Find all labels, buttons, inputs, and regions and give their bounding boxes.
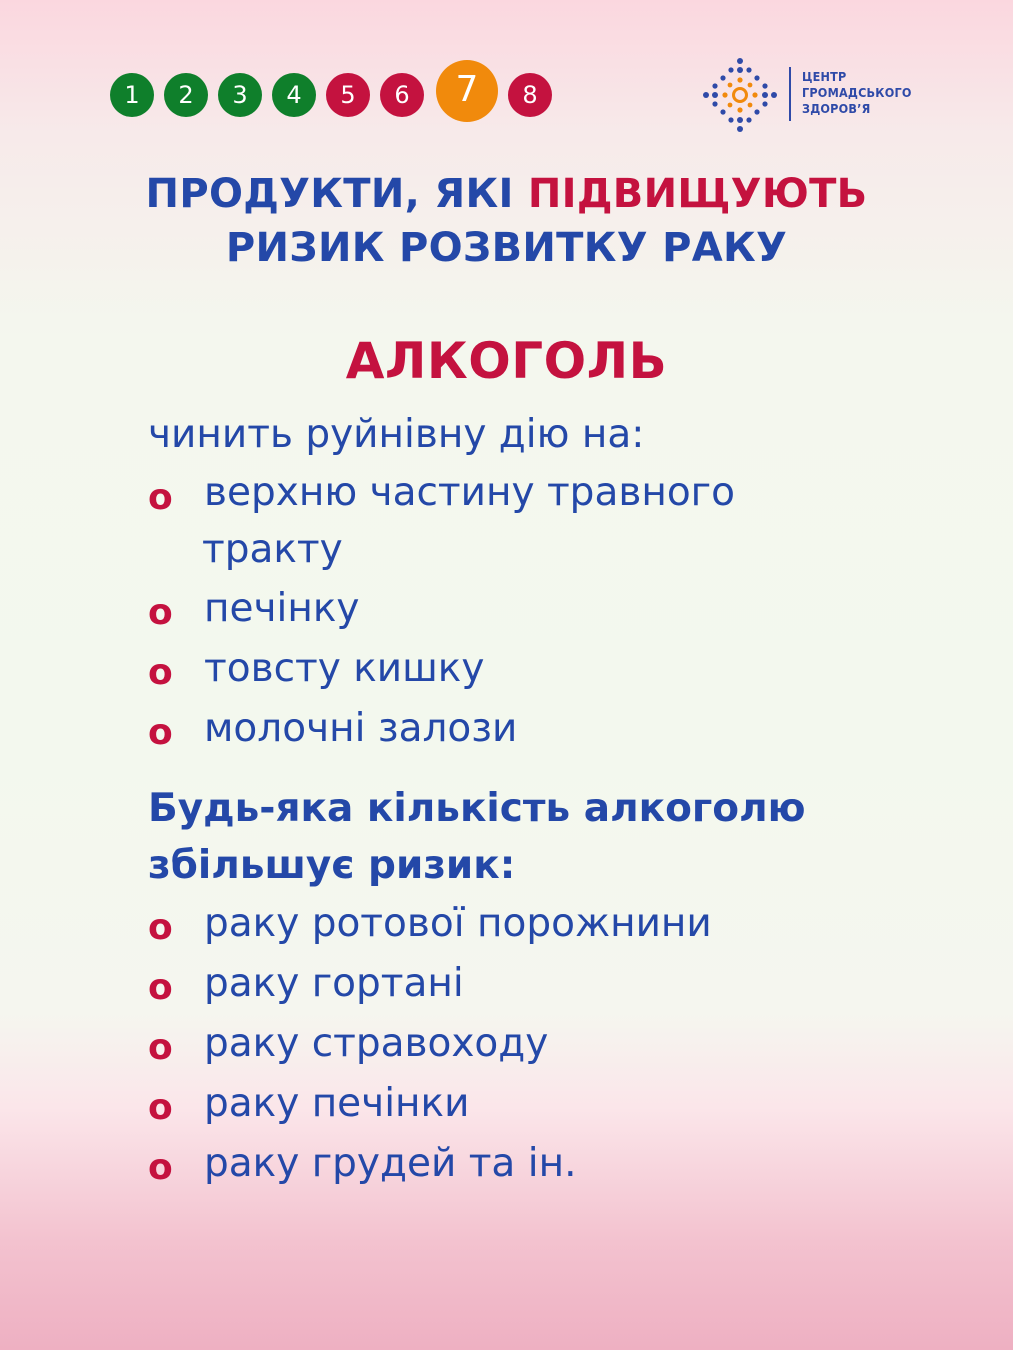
risk-item: раку стравоходу [204, 1021, 549, 1066]
step-6-dot: 6 [380, 73, 424, 117]
bullet-icon: o [148, 1087, 173, 1128]
section-heading: АЛКОГОЛЬ [345, 332, 668, 390]
effects-item: молочні залози [204, 706, 518, 751]
step-2-dot: 2 [164, 73, 208, 117]
step-8-dot: 8 [508, 73, 552, 117]
title-part-1: ПРОДУКТИ, ЯКІ [145, 171, 528, 217]
risk-item: раку ротової порожнини [204, 901, 712, 946]
logo-divider [789, 67, 791, 121]
risk-item: раку гортані [204, 961, 464, 1006]
step-5-dot: 5 [326, 73, 370, 117]
page-title-line-1 [0, 168, 1013, 220]
bullet-icon: o [148, 907, 173, 948]
page-title-line-2: РИЗИК РОЗВИТКУ РАКУ [225, 225, 788, 271]
public-health-center-logo [702, 57, 922, 132]
bullet-icon: o [148, 1147, 173, 1188]
logo-line-2: ГРОМАДСЬКОГО [802, 85, 912, 100]
effects-item: товсту кишку [204, 646, 485, 691]
bullet-icon: o [148, 1027, 173, 1068]
step-4-dot: 4 [272, 73, 316, 117]
effects-item: печінку [204, 586, 360, 631]
logo-text [802, 69, 922, 117]
step-1-dot: 1 [110, 73, 154, 117]
effects-item-continuation: тракту [202, 527, 343, 572]
effects-intro: чинить руйнівну дію на: [148, 412, 645, 457]
risk-statement-line-1: Будь-яка кількість алкоголю [148, 786, 806, 831]
bullet-icon: o [148, 652, 173, 693]
title-accent: ПІДВИЩУЮТЬ [527, 171, 868, 217]
step-7-dot-current: 7 [436, 60, 498, 122]
risk-item: раку грудей та ін. [204, 1141, 577, 1186]
effects-item: верхню частину травного [204, 470, 736, 515]
bullet-icon: o [148, 712, 173, 753]
dot-star-icon [702, 57, 778, 133]
logo-line-3: ЗДОРОВ’Я [802, 101, 871, 116]
step-3-dot: 3 [218, 73, 262, 117]
bullet-icon: o [148, 477, 173, 518]
bullet-icon: o [148, 967, 173, 1008]
risk-statement-line-2: збільшує ризик: [148, 843, 516, 888]
logo-line-1: ЦЕНТР [802, 69, 847, 84]
risk-item: раку печінки [204, 1081, 470, 1126]
bullet-icon: o [148, 592, 173, 633]
